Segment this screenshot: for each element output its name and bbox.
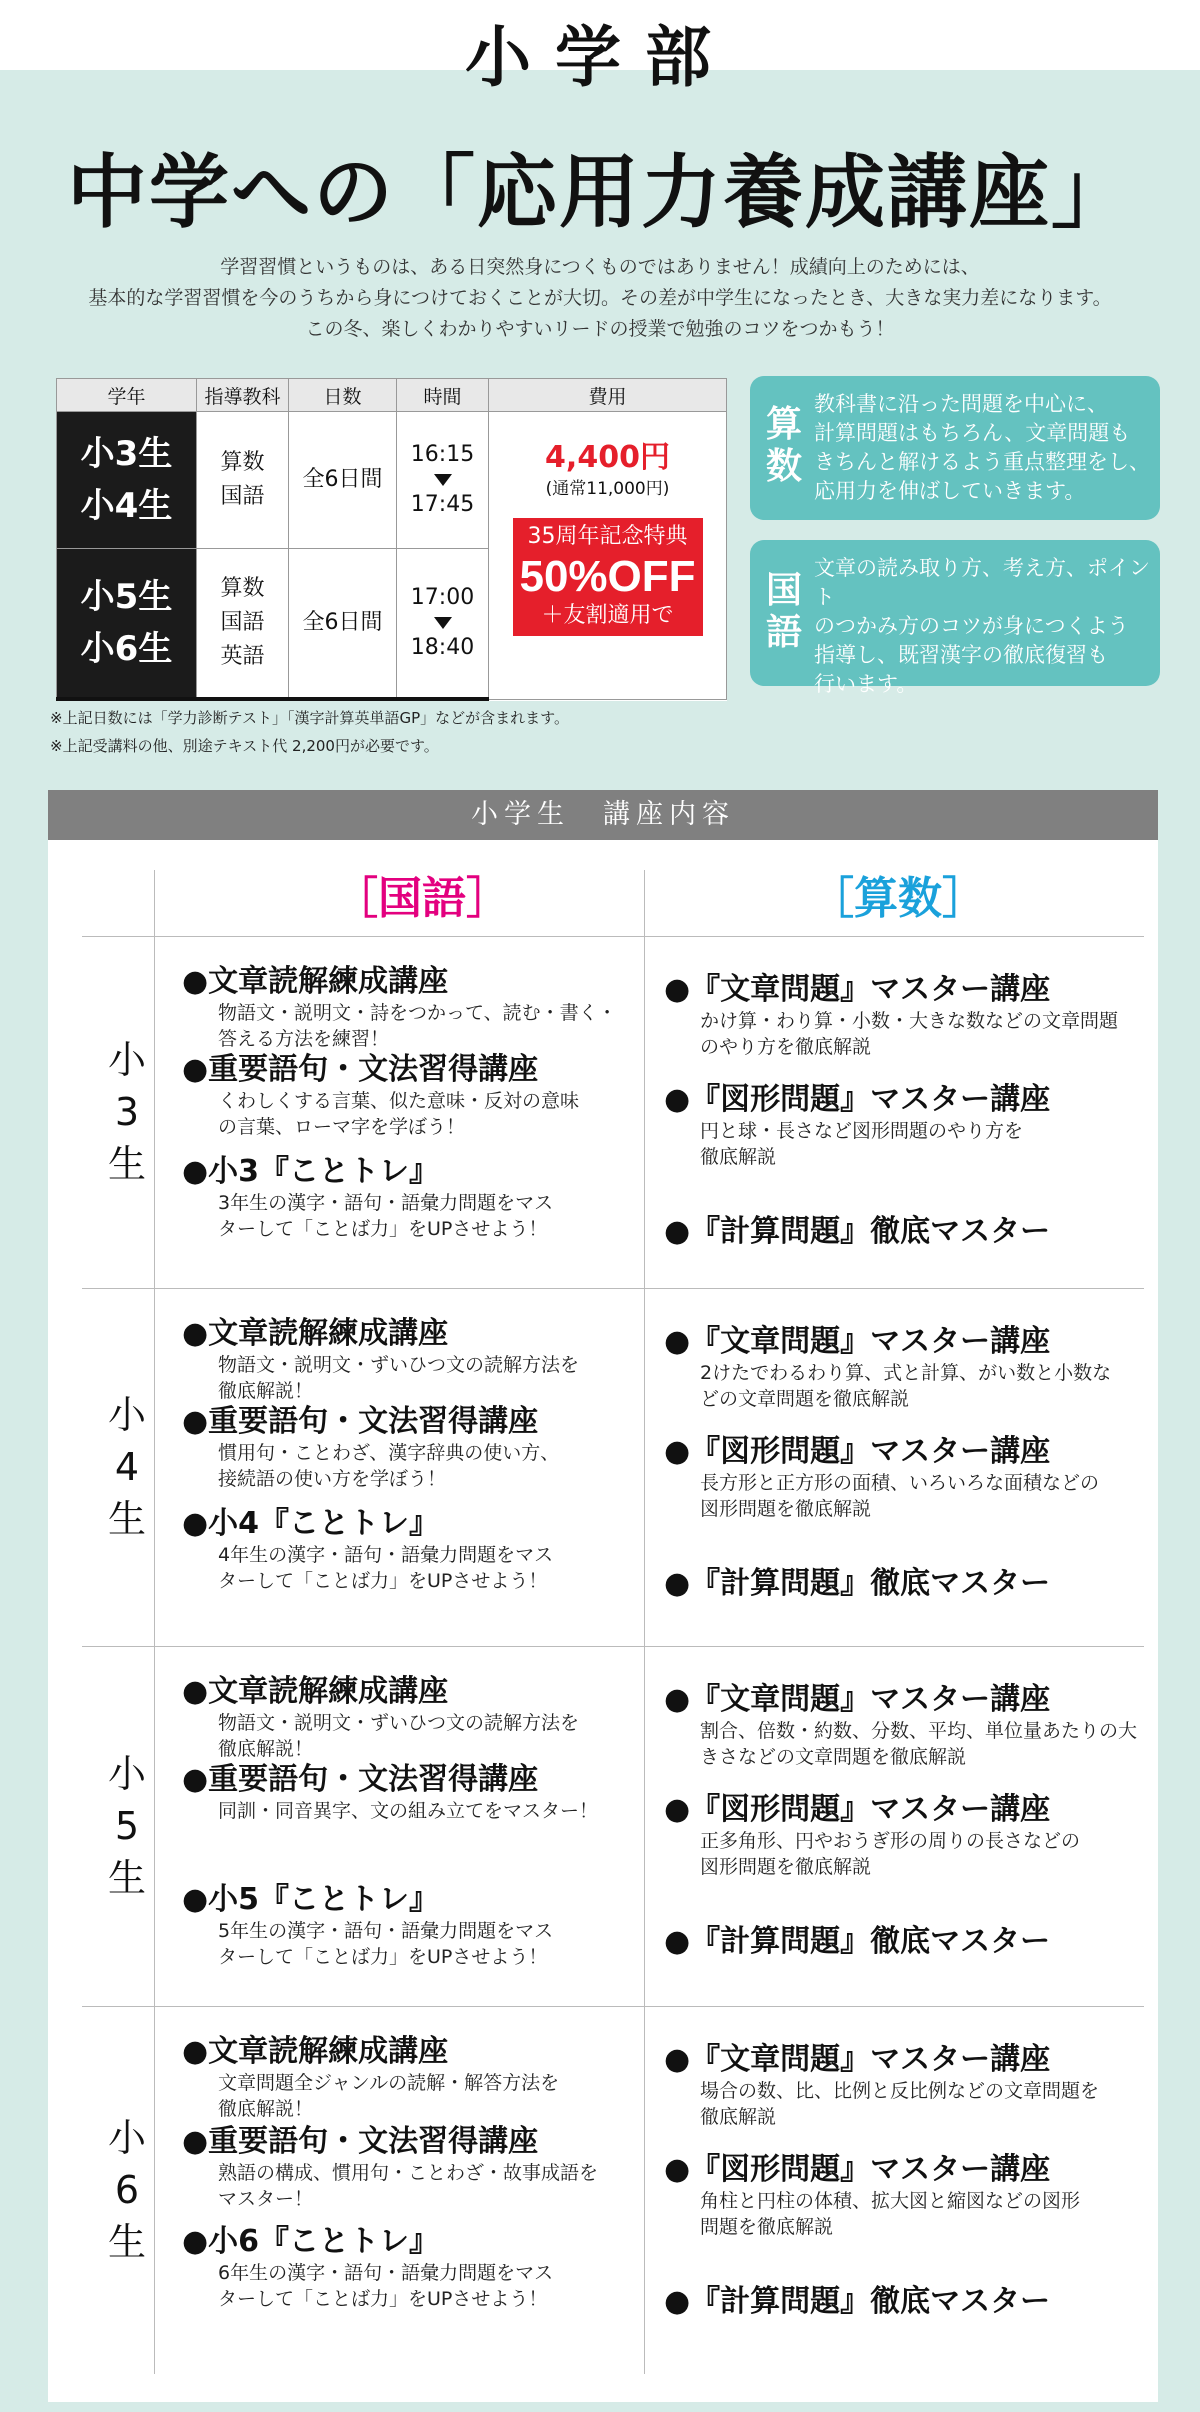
course-desc-line: 慣用句・ことわざ、漢字辞典の使い方、 xyxy=(218,1442,560,1464)
course-title: ●重要語句・文法習得講座 xyxy=(182,1404,539,1439)
promo-line2: 50%OFF xyxy=(519,552,696,601)
course-title: ●『図形問題』マスター講座 xyxy=(664,2152,1051,2187)
grade-char: 6 xyxy=(114,2168,140,2212)
sansu-course-item xyxy=(664,1682,1137,1770)
desc-line: 計算問題はもちろん、文章問題も xyxy=(814,421,1131,445)
course-desc-line: かけ算・わり算・小数・大きな数などの文章問題 xyxy=(700,1010,1119,1032)
col-header-grade: 学年 xyxy=(57,379,197,412)
grade-label: 小3生 xyxy=(80,434,173,474)
course-title: ●文章読解練成講座 xyxy=(182,2034,449,2069)
course-title: ●『計算問題』徹底マスター xyxy=(664,1924,1051,1959)
course-desc-line: 5年生の漢字・語句・語彙力問題をマス xyxy=(218,1920,554,1942)
course-desc-line: 割合、倍数・約数、分数、平均、単位量あたりの大 xyxy=(700,1720,1138,1742)
course-desc-line: 円と球・長さなど図形問題のやり方を xyxy=(700,1120,1024,1142)
kokugo-course-item xyxy=(182,1404,559,1492)
time-cell xyxy=(397,549,489,700)
schedule-table xyxy=(56,378,727,701)
sansu-course-item xyxy=(664,1566,1050,1602)
sansu-course-item xyxy=(664,1214,1050,1250)
course-title: ●小5『ことトレ』 xyxy=(182,1882,440,1917)
desc-line: 教科書に沿った問題を中心に、 xyxy=(814,392,1108,416)
course-title: ●『文章問題』マスター講座 xyxy=(664,1682,1051,1717)
course-desc-line: 接続語の使い方を学ぼう！ xyxy=(218,1468,447,1490)
start-time: 17:00 xyxy=(410,585,475,610)
course-desc-line: 徹底解説！ xyxy=(218,1380,314,1402)
days-cell: 全6日間 xyxy=(289,412,397,549)
course-desc-line: ターして「ことば力」をUPさせよう！ xyxy=(218,2288,548,2310)
course-desc-line: ターして「ことば力」をUPさせよう！ xyxy=(218,1946,548,1968)
subject-label: 英語 xyxy=(220,644,265,669)
note-line: ※上記日数には「学力診断テスト」「漢字計算英単語GP」などが含まれます。 xyxy=(50,709,569,727)
japanese-subject-label xyxy=(760,570,808,654)
promo-line1: 35周年記念特典 xyxy=(527,524,688,549)
note-line: ※上記受講料の他、別途テキスト代 2,200円が必要です。 xyxy=(50,737,439,755)
col-header-days: 日数 xyxy=(289,379,397,412)
kokugo-course-item xyxy=(182,1154,553,1242)
grid-hline xyxy=(82,1646,1144,1647)
course-title: ●『文章問題』マスター講座 xyxy=(664,972,1051,1007)
desc-line: 応用力を伸ばしていきます。 xyxy=(814,479,1086,503)
course-title: ●『文章問題』マスター講座 xyxy=(664,2042,1051,2077)
kokugo-course-item xyxy=(182,1052,579,1140)
course-title: ●重要語句・文法習得講座 xyxy=(182,1762,539,1797)
course-title: ●小6『ことトレ』 xyxy=(182,2224,440,2259)
kokugo-course-item xyxy=(182,2224,553,2312)
course-desc-line: 物語文・説明文・詩をつかって、読む・書く・ xyxy=(218,1002,617,1024)
schedule-notes xyxy=(50,704,569,760)
course-desc-line: 徹底解説 xyxy=(700,2106,777,2128)
desc-line: きちんと解けるよう重点整理をし、 xyxy=(814,450,1150,474)
grade-char: 生 xyxy=(107,2220,146,2264)
course-title: ●『文章問題』マスター講座 xyxy=(664,1324,1051,1359)
grade-cell xyxy=(57,412,197,549)
grid-hline xyxy=(82,2006,1144,2007)
desc-line: 文章の読み取り方、考え方、ポイント xyxy=(814,556,1150,609)
subject-label: 算数 xyxy=(220,576,265,601)
course-desc-line: 徹底解説！ xyxy=(218,1738,314,1760)
course-title: ●『計算問題』徹底マスター xyxy=(664,1566,1051,1601)
course-title: ●文章読解練成講座 xyxy=(182,1316,449,1351)
page-title: 中学への「応用力養成講座」 xyxy=(67,145,1133,239)
sansu-course-item xyxy=(664,972,1118,1060)
grade-char: 小 xyxy=(107,1038,146,1082)
course-title: ●『図形問題』マスター講座 xyxy=(664,1082,1051,1117)
desc-line: 指導し、既習漢字の徹底復習も xyxy=(814,643,1108,667)
grade-char: 生 xyxy=(107,1856,146,1900)
grade-char: 小 xyxy=(107,2116,146,2160)
col-header-fee: 費用 xyxy=(489,379,727,412)
course-title: ●『計算問題』徹底マスター xyxy=(664,2284,1051,2319)
course-title: ●重要語句・文法習得講座 xyxy=(182,2124,539,2159)
grid-hline xyxy=(82,1288,1144,1289)
course-desc-line: マスター！ xyxy=(218,2188,314,2210)
intro-line: 基本的な学習習慣を今のうちから身につけておくことが大切。その差が中学生になったとき、大きな実力差になります。 xyxy=(88,287,1112,309)
subjects-cell xyxy=(197,412,289,549)
kokugo-course-item xyxy=(182,1316,579,1404)
grade-char: 生 xyxy=(107,1497,146,1541)
price: 4,400円 xyxy=(545,440,670,475)
end-time: 17:45 xyxy=(410,492,475,517)
kokugo-course-item xyxy=(182,1506,553,1594)
col-header-time: 時間 xyxy=(397,379,489,412)
schedule-row xyxy=(57,412,727,549)
kokugo-course-item xyxy=(182,1882,553,1970)
course-title: ●文章読解練成講座 xyxy=(182,964,449,999)
course-desc-line: 物語文・説明文・ずいひつ文の読解方法を xyxy=(218,1712,580,1734)
course-title: ●『図形問題』マスター講座 xyxy=(664,1792,1051,1827)
sansu-course-item xyxy=(664,2152,1080,2240)
course-desc-line: 物語文・説明文・ずいひつ文の読解方法を xyxy=(218,1354,580,1376)
course-desc-line: のやり方を徹底解説 xyxy=(700,1036,872,1058)
course-heading: 小学生 講座内容 xyxy=(48,790,1158,840)
time-cell xyxy=(397,412,489,549)
course-title: ●小4『ことトレ』 xyxy=(182,1506,440,1541)
course-desc-line: 文章問題全ジャンルの読解・解答方法を xyxy=(218,2072,560,2094)
promo-badge xyxy=(513,518,703,636)
days-cell: 全6日間 xyxy=(289,549,397,700)
course-desc-line: 図形問題を徹底解説 xyxy=(700,1856,872,1878)
sansu-course-item xyxy=(664,1324,1111,1412)
course-title: ●小3『ことトレ』 xyxy=(182,1154,440,1189)
grade-label-vertical xyxy=(82,1034,172,1190)
grade-label: 小5生 xyxy=(80,577,173,617)
price-note: (通常11,000円) xyxy=(545,479,670,499)
course-desc-line: 3年生の漢字・語句・語彙力問題をマス xyxy=(218,1192,554,1214)
course-desc-line: きさなどの文章問題を徹底解説 xyxy=(700,1746,967,1768)
course-desc-line: ターして「ことば力」をUPさせよう！ xyxy=(218,1570,548,1592)
course-title: ●重要語句・文法習得講座 xyxy=(182,1052,539,1087)
course-title: ●文章読解練成講座 xyxy=(182,1674,449,1709)
col-header-subjects: 指導教科 xyxy=(197,379,289,412)
subject-label: 国語 xyxy=(220,610,265,635)
kokugo-heading: ［国語］ xyxy=(334,873,510,924)
section-label: 小学部 xyxy=(465,19,735,96)
kokugo-course-item xyxy=(182,964,617,1052)
japanese-info-box xyxy=(750,540,1160,696)
grade-label-vertical xyxy=(82,2112,172,2268)
grade-label: 小4生 xyxy=(80,486,173,526)
sansu-course-item xyxy=(664,1434,1099,1522)
subjects-cell xyxy=(197,549,289,700)
sansu-course-item xyxy=(664,2042,1099,2130)
kokugo-course-item xyxy=(182,1674,579,1762)
kokugo-course-item xyxy=(182,2124,598,2212)
course-desc-line: 場合の数、比、比例と反比例などの文章問題を xyxy=(700,2080,1100,2102)
grade-cell xyxy=(57,549,197,700)
grade-label-vertical xyxy=(82,1389,172,1545)
math-info-box xyxy=(750,376,1160,520)
intro-text xyxy=(0,252,1200,345)
intro-line: この冬、楽しくわかりやすいリードの授業で勉強のコツをつかもう！ xyxy=(305,318,895,340)
course-desc-line: 6年生の漢字・語句・語彙力問題をマス xyxy=(218,2262,554,2284)
grade-label: 小6生 xyxy=(80,629,173,669)
start-time: 16:15 xyxy=(410,442,475,467)
course-desc-line: 図形問題を徹底解説 xyxy=(700,1498,872,1520)
sansu-course-item xyxy=(664,1082,1050,1170)
grade-char: 4 xyxy=(114,1445,140,1489)
intro-line: 学習習慣というものは、ある日突然身につくものではありません！成績向上のためには、 xyxy=(220,256,980,278)
course-desc-line: 角柱と円柱の体積、拡大図と縮図などの図形 xyxy=(700,2190,1081,2212)
sansu-heading: ［算数］ xyxy=(810,873,986,924)
course-desc-line: の言葉、ローマ字を学ぼう！ xyxy=(218,1116,466,1138)
course-desc-line: 問題を徹底解説 xyxy=(700,2216,834,2238)
course-desc-line: 徹底解説 xyxy=(700,1146,777,1168)
grade-label-vertical xyxy=(82,1748,172,1904)
math-description xyxy=(814,390,1150,506)
end-time: 18:40 xyxy=(410,635,475,660)
course-desc-line: 答える方法を練習！ xyxy=(218,1028,390,1050)
course-desc-line: 熟語の構成、慣用句・ことわざ・故事成語を xyxy=(218,2162,599,2184)
kokugo-course-item xyxy=(182,2034,559,2122)
japanese-description xyxy=(814,554,1150,699)
course-title: ●『図形問題』マスター講座 xyxy=(664,1434,1051,1469)
subject-char: 語 xyxy=(765,612,802,653)
desc-line: 行います。 xyxy=(814,672,918,696)
kokugo-course-item xyxy=(182,1762,598,1824)
course-desc-line: 正多角形、円やおうぎ形の周りの長さなどの xyxy=(700,1830,1081,1852)
course-desc-line: くわしくする言葉、似た意味・反対の意味 xyxy=(218,1090,580,1112)
grade-char: 小 xyxy=(107,1752,146,1796)
subject-label: 算数 xyxy=(220,450,265,475)
desc-line: のつかみ方のコツが身につくよう xyxy=(814,614,1129,638)
subject-char: 国 xyxy=(765,570,802,611)
course-desc-line: 4年生の漢字・語句・語彙力問題をマス xyxy=(218,1544,554,1566)
course-desc-line: どの文章問題を徹底解説 xyxy=(700,1388,910,1410)
course-desc-line: 徹底解説！ xyxy=(218,2098,314,2120)
grid-vline xyxy=(644,870,645,2374)
subject-char: 算 xyxy=(765,404,802,445)
course-desc-line: 同訓・同音異字、文の組み立てをマスター！ xyxy=(218,1800,599,1822)
course-desc-line: 2けたでわるわり算、式と計算、がい数と小数な xyxy=(700,1362,1112,1384)
course-desc-line: ターして「ことば力」をUPさせよう！ xyxy=(218,1218,548,1240)
sansu-course-item xyxy=(664,1924,1050,1960)
course-desc-line: 長方形と正方形の面積、いろいろな面積などの xyxy=(700,1472,1100,1494)
grade-char: 5 xyxy=(114,1804,140,1848)
down-arrow-icon xyxy=(434,474,452,486)
course-title: ●『計算問題』徹底マスター xyxy=(664,1214,1051,1249)
grade-char: 生 xyxy=(107,1142,146,1186)
math-subject-label xyxy=(760,404,808,488)
grade-char: 3 xyxy=(114,1090,140,1134)
grade-char: 小 xyxy=(107,1393,146,1437)
promo-line3: ＋友割適用で xyxy=(541,603,674,628)
fee-cell xyxy=(489,412,727,700)
sansu-course-item xyxy=(664,2284,1050,2320)
grid-hline xyxy=(82,936,1144,937)
subject-char: 数 xyxy=(765,446,802,487)
down-arrow-icon xyxy=(434,617,452,629)
course-section xyxy=(48,790,1158,2402)
sansu-course-item xyxy=(664,1792,1080,1880)
subject-label: 国語 xyxy=(220,484,265,509)
